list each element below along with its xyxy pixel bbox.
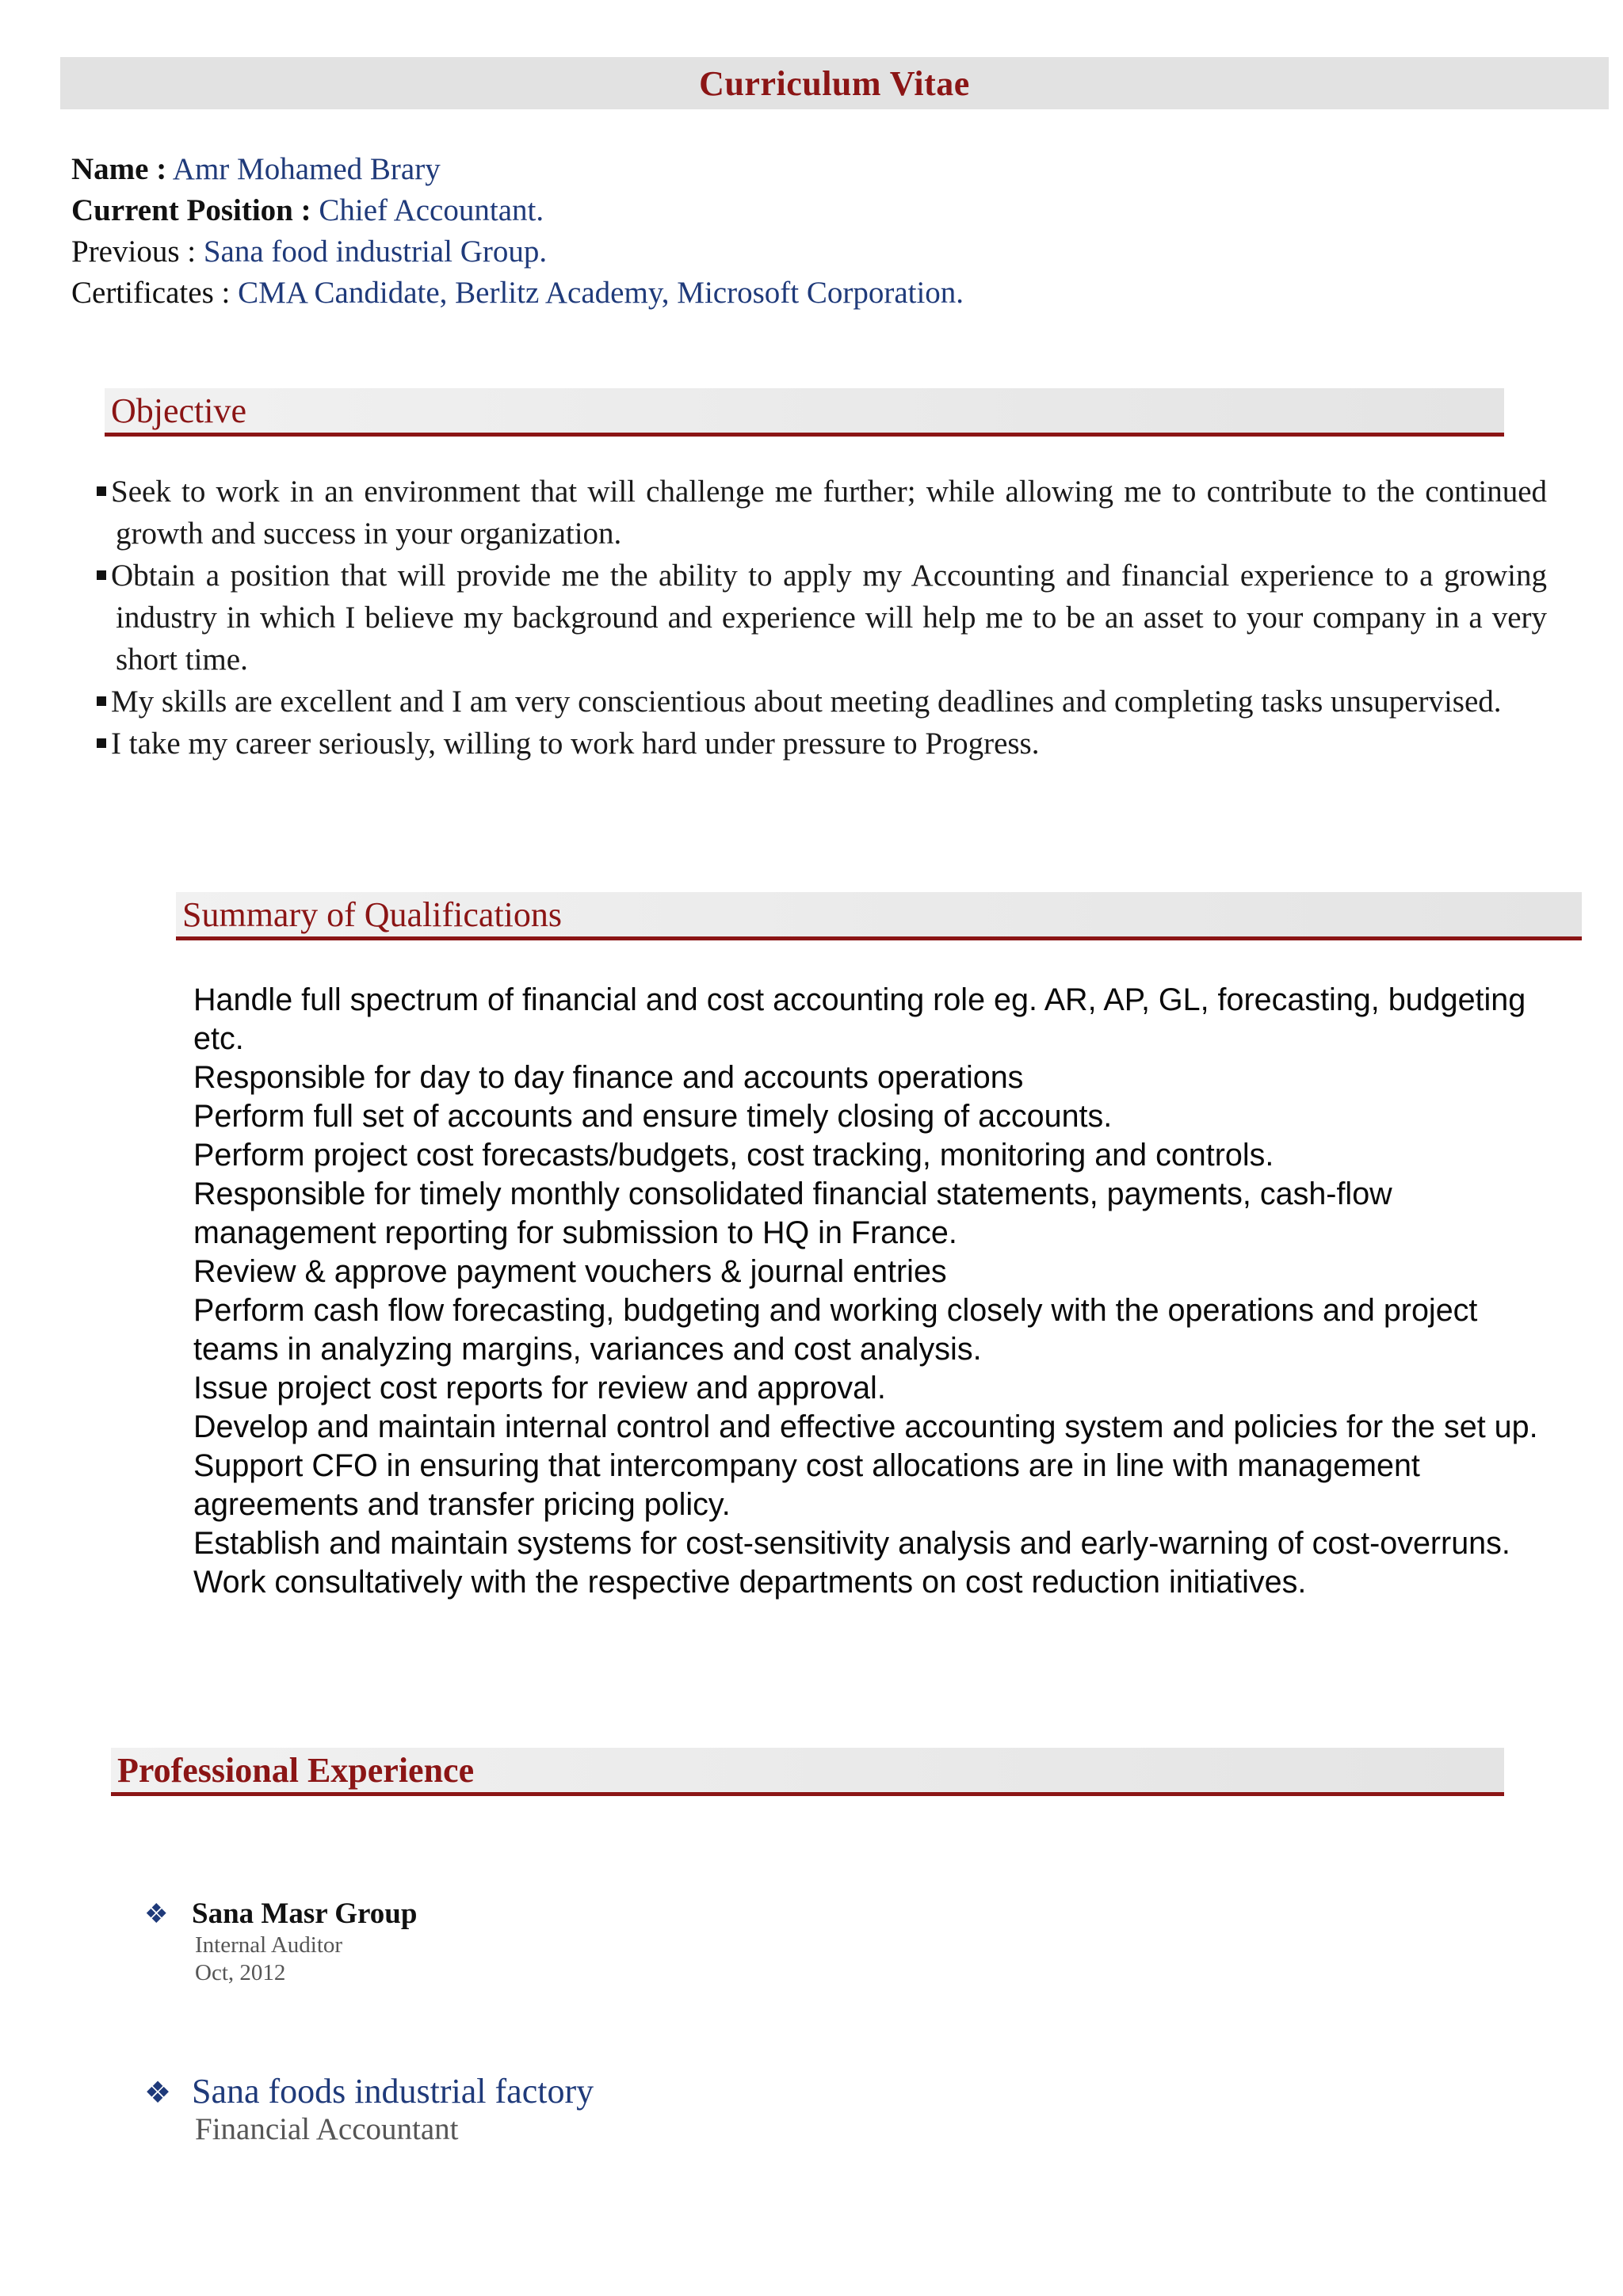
certificates-label: Certificates : (71, 276, 231, 310)
objective-item: Obtain a position that will provide me the ability to apply my Accounting and financial experience to a growing industry in which I believe my background and experience will help me to be an asset to your company in a very short time. (97, 555, 1547, 681)
name-label: Name : (71, 152, 167, 186)
certificates-value: CMA Candidate, Berlitz Academy, Microsoft Corporation. (230, 276, 964, 310)
qualification-item: Work consultatively with the respective departments on cost reduction initiatives. (193, 1565, 1307, 1600)
objective-heading-bar (105, 388, 1504, 437)
qualification-item: Perform cash flow forecasting, budgeting and working closely with the operations and project teams in analyzing margins, variances and cost analysis. (193, 1293, 1478, 1367)
objective-list (97, 471, 1547, 765)
qualification-item: Perform project cost forecasts/budgets, cost tracking, monitoring and controls. (193, 1138, 1274, 1173)
experience-entry (144, 1897, 417, 1986)
objective-item: I take my career seriously, willing to work hard under pressure to Progress. (97, 723, 1547, 765)
qualification-item: Develop and maintain internal control and effective accounting system and policies for the set up. (193, 1409, 1538, 1444)
previous-value: Sana food industrial Group. (196, 235, 548, 269)
previous-label: Previous : (71, 235, 197, 269)
square-bullet-icon (97, 486, 106, 496)
qualification-item: Issue project cost reports for review and approval. (193, 1371, 886, 1405)
experience-heading-bar (111, 1748, 1504, 1796)
position-value: Chief Accountant. (311, 193, 544, 227)
qualifications-heading: Summary of Qualifications (182, 894, 563, 934)
qualification-item: Handle full spectrum of financial and cost accounting role eg. AR, AP, GL, forecasting, budgeting etc. (193, 982, 1526, 1056)
square-bullet-icon (97, 738, 106, 748)
qualifications-heading-bar (176, 892, 1582, 940)
qualification-item: Establish and maintain systems for cost-sensitivity analysis and early-warning of cost-overruns. (193, 1526, 1510, 1561)
qualifications-list (193, 981, 1556, 1602)
qualification-item: Perform full set of accounts and ensure timely closing of accounts. (193, 1099, 1113, 1134)
experience-heading: Professional Experience (117, 1750, 475, 1790)
name-line (71, 149, 441, 190)
experience-date: Oct, 2012 (195, 1960, 286, 1985)
objective-item: Seek to work in an environment that will challenge me further; while allowing me to contribute to the continued growth and success in your organization. (97, 471, 1547, 555)
name-value: Amr Mohamed Brary (166, 152, 441, 186)
certificates-line (71, 273, 964, 314)
experience-company: Sana Masr Group (192, 1897, 418, 1930)
square-bullet-icon (97, 570, 106, 580)
square-bullet-icon (97, 696, 106, 706)
document-title: Curriculum Vitae (699, 63, 970, 103)
qualification-item: Review & approve payment vouchers & journal entries (193, 1254, 947, 1289)
qualification-item: Responsible for day to day finance and accounts operations (193, 1060, 1024, 1095)
qualification-item: Support CFO in ensuring that intercompany cost allocations are in line with management agreements and transfer pricing policy. (193, 1448, 1420, 1522)
qualification-item: Responsible for timely monthly consolidated financial statements, payments, cash-flow management reporting for submission to HQ in France. (193, 1177, 1392, 1250)
position-line (71, 190, 544, 231)
diamond-bullet-icon: ❖ (144, 2077, 172, 2110)
experience-entry (144, 2071, 594, 2147)
experience-role: Internal Auditor (195, 1932, 343, 1958)
position-label: Current Position : (71, 193, 311, 227)
experience-company: Sana foods industrial factory (192, 2072, 594, 2111)
previous-line (71, 231, 547, 273)
diamond-bullet-icon: ❖ (144, 1900, 169, 1929)
objective-heading: Objective (111, 391, 247, 430)
title-bar (60, 57, 1609, 109)
experience-role: Financial Accountant (195, 2112, 459, 2146)
objective-item: My skills are excellent and I am very conscientious about meeting deadlines and completing tasks unsupervised. (97, 681, 1547, 723)
